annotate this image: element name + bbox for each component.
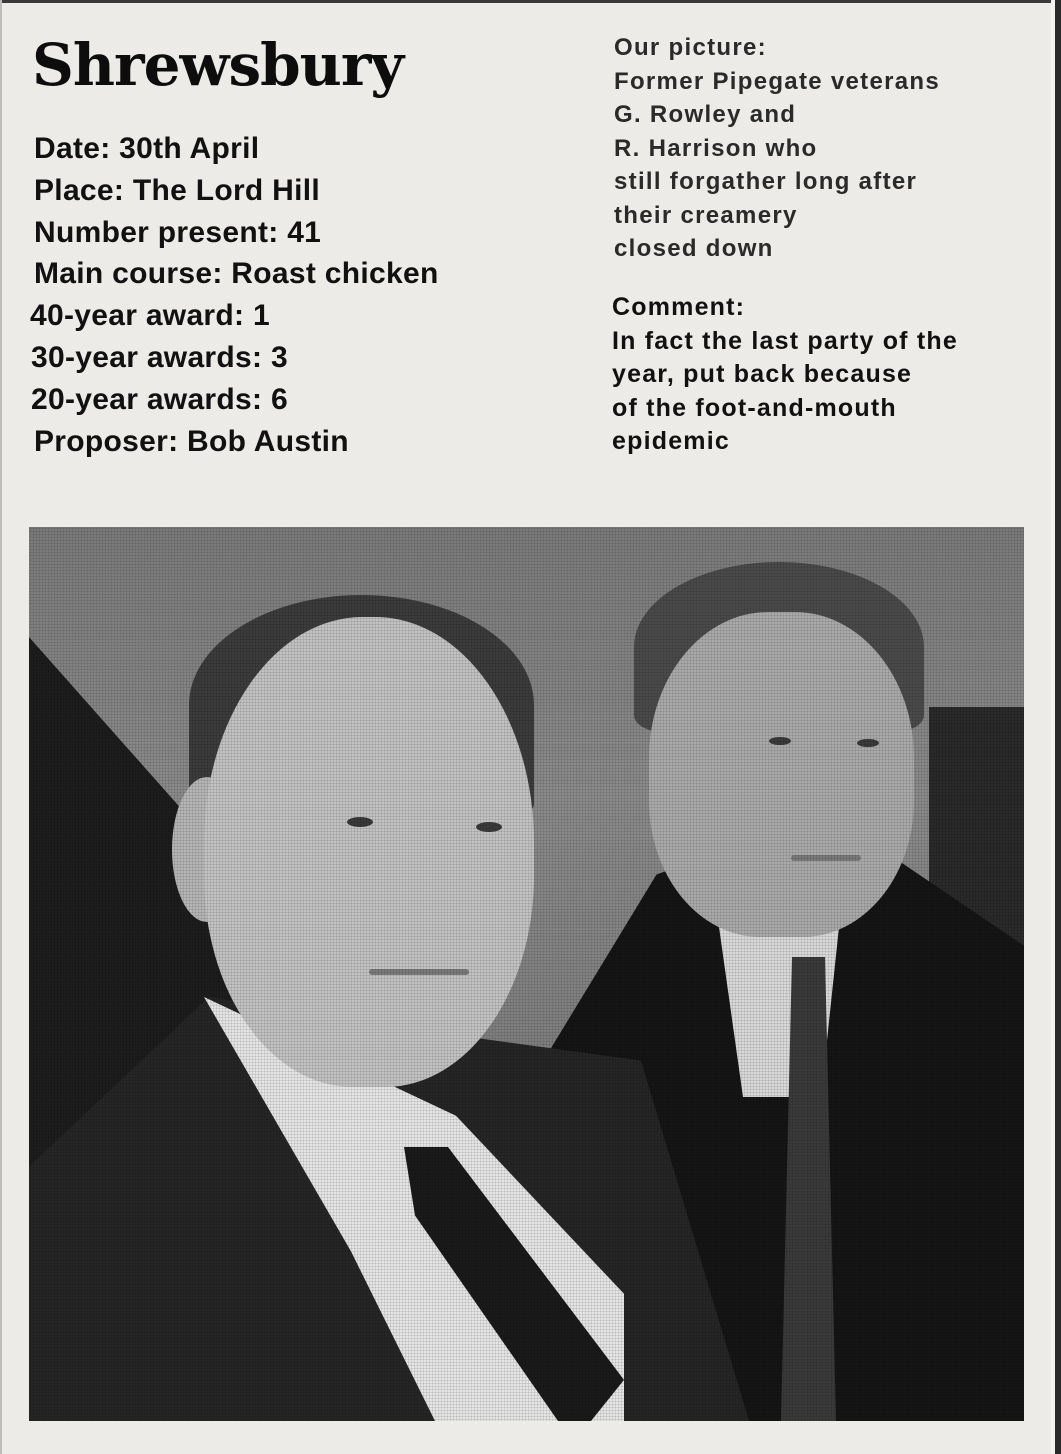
fact-value: 3 bbox=[270, 340, 288, 374]
comment-line: In fact the last party of the bbox=[612, 326, 958, 355]
fact-label: 40-year award: bbox=[30, 299, 253, 333]
event-facts-list bbox=[30, 128, 439, 462]
fact-place bbox=[34, 170, 439, 212]
comment-line: of the foot-and-mouth bbox=[612, 393, 897, 422]
fact-value: The Lord Hill bbox=[132, 173, 321, 207]
fact-number-present bbox=[34, 212, 439, 254]
page-right-border bbox=[1055, 0, 1061, 1454]
caption-line: R. Harrison who bbox=[614, 134, 818, 162]
right-man-eye bbox=[769, 737, 791, 745]
left-man-mouth bbox=[369, 969, 469, 975]
left-man-eye bbox=[347, 817, 373, 827]
fact-date bbox=[34, 128, 439, 170]
caption-line: G. Rowley and bbox=[614, 101, 797, 128]
right-man-face bbox=[649, 612, 914, 937]
comment-line: epidemic bbox=[612, 427, 730, 455]
caption-line: their creamery bbox=[614, 201, 798, 229]
caption-line: closed down bbox=[614, 235, 774, 262]
fact-30-year-awards bbox=[31, 337, 439, 379]
left-man-face bbox=[204, 617, 534, 1087]
right-man-eye bbox=[857, 739, 879, 747]
caption-line: Former Pipegate veterans bbox=[614, 67, 940, 95]
right-man-mouth bbox=[791, 855, 861, 861]
comment-heading: Comment: bbox=[612, 293, 746, 321]
page-top-border bbox=[0, 0, 1061, 3]
photo-caption bbox=[614, 31, 1034, 266]
fact-label: Date: bbox=[34, 132, 120, 165]
fact-20-year-awards bbox=[31, 379, 439, 421]
veterans-photograph bbox=[29, 527, 1024, 1421]
caption-heading: Our picture: bbox=[614, 34, 767, 61]
fact-value: 30th April bbox=[119, 132, 260, 165]
fact-label: Place: bbox=[34, 173, 133, 207]
fact-value: Bob Austin bbox=[187, 424, 349, 458]
fact-value: Roast chicken bbox=[231, 257, 439, 291]
article-title: Shrewsbury bbox=[32, 31, 404, 99]
page-left-edge bbox=[0, 0, 2, 1454]
left-man-eye bbox=[476, 822, 502, 832]
fact-label: 30-year awards: bbox=[31, 340, 271, 374]
fact-label: Number present: bbox=[34, 215, 288, 249]
comment-block bbox=[612, 291, 1032, 459]
fact-value: 41 bbox=[287, 215, 322, 249]
fact-label: Proposer: bbox=[34, 424, 188, 458]
fact-value: 1 bbox=[252, 299, 270, 333]
fact-label: 20-year awards: bbox=[31, 382, 271, 416]
comment-line: year, put back because bbox=[612, 360, 913, 388]
fact-40-year-award bbox=[30, 295, 439, 337]
caption-line: still forgather long after bbox=[614, 168, 918, 195]
fact-value: 6 bbox=[270, 382, 288, 416]
fact-main-course bbox=[34, 253, 439, 295]
fact-proposer bbox=[34, 421, 439, 463]
fact-label: Main course: bbox=[34, 257, 232, 291]
